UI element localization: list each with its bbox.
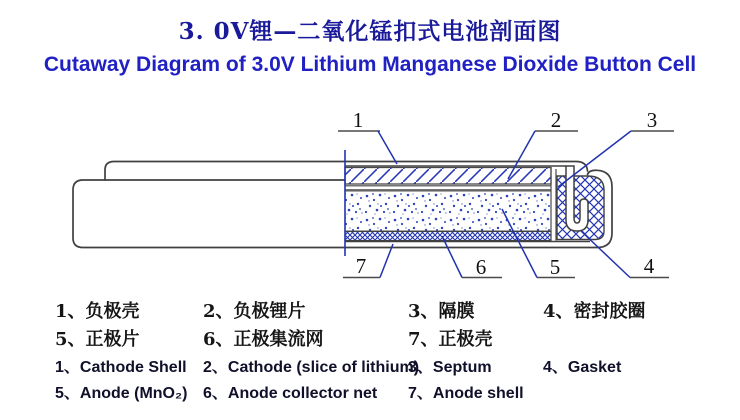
callout-7-number: 7 — [355, 254, 367, 278]
page-title-chinese: 3. 0V锂—二氧化锰扣式电池剖面图 — [178, 18, 562, 45]
legend — [55, 299, 725, 407]
callout-7-leader-line — [380, 244, 393, 278]
lithium-slice-layer — [345, 168, 551, 185]
callout-6 — [442, 236, 502, 279]
callout-7 — [343, 244, 393, 278]
callout-1-number: 1 — [352, 108, 364, 132]
legend-item-cn-2: 2、负极锂片 — [203, 301, 306, 322]
callout-3-number: 3 — [646, 108, 658, 132]
legend-item-en-1: 1、Cathode Shell — [55, 359, 187, 376]
septum-edge-strip — [551, 168, 556, 241]
legend-item-cn-1: 1、负极壳 — [55, 301, 140, 322]
callout-1-leader-line — [378, 131, 397, 164]
callout-4-leader-line — [581, 231, 630, 278]
legend-item-cn-4: 4、密封胶圈 — [543, 301, 646, 322]
page-title-english: Cutaway Diagram of 3.0V Lithium Manganese Dioxide Button Cell — [43, 53, 697, 76]
legend-item-en-5: 5、Anode (MnO₂) — [55, 385, 188, 402]
callout-1 — [338, 108, 397, 164]
anode-collector-net-layer — [345, 232, 551, 241]
legend-item-cn-5: 5、正极片 — [55, 329, 140, 350]
legend-item-en-6: 6、Anode collector net — [203, 385, 378, 402]
legend-item-en-2: 2、Cathode (slice of lithium) — [203, 359, 420, 376]
legend-item-cn-6: 6、正极集流网 — [203, 329, 324, 350]
callout-2-number: 2 — [550, 108, 562, 132]
cross-section — [345, 166, 604, 242]
legend-item-cn-7: 7、正极壳 — [408, 329, 493, 350]
callout-3 — [558, 108, 674, 187]
legend-empty-cell — [543, 381, 725, 407]
callout-5-number: 5 — [549, 255, 561, 279]
legend-item-cn-3: 3、隔膜 — [408, 301, 475, 322]
callout-4-number: 4 — [643, 254, 655, 278]
legend-empty-cell — [543, 327, 725, 355]
legend-item-en-4: 4、Gasket — [543, 359, 622, 376]
legend-item-en-3: 3、Septum — [408, 359, 492, 376]
mno2-anode-layer — [345, 191, 551, 231]
septum-layer — [345, 186, 551, 190]
callout-6-number: 6 — [475, 255, 487, 279]
legend-item-en-7: 7、Anode shell — [408, 385, 524, 402]
